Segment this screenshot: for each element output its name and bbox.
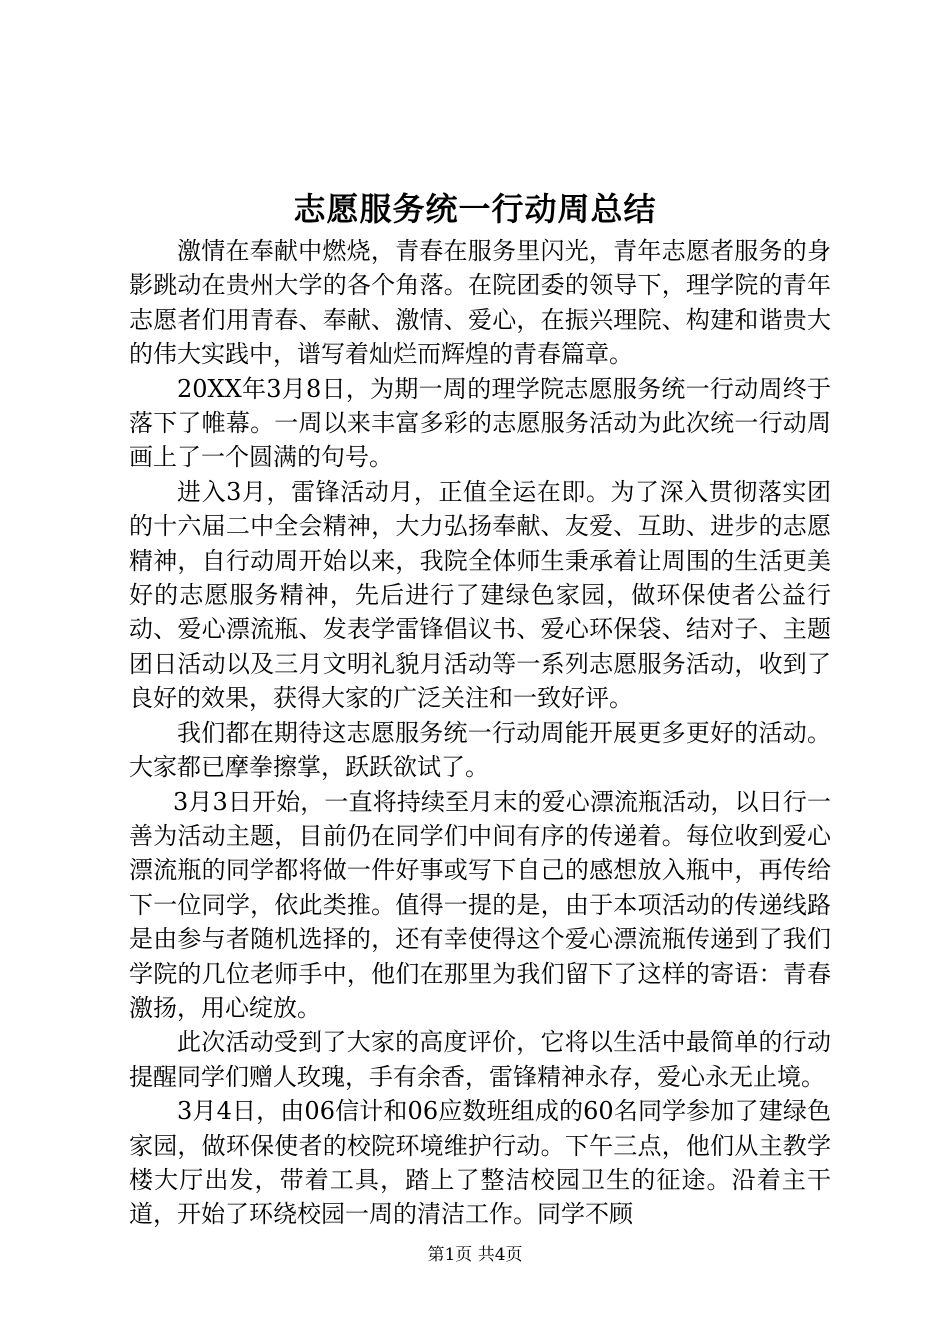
page-number-footer: 第1页 共4页	[427, 1245, 523, 1265]
document-body	[129, 234, 831, 1232]
paragraph: 此次活动受到了大家的高度评价，它将以生活中最简单的行动提醒同学们赠人玫瑰，手有余香，雷锋精神永存，爱心永无止境。	[129, 1028, 831, 1091]
paragraph: 3月3日开始，一直将持续至月末的爱心漂流瓶活动，以日行一善为活动主题，目前仍在同学们中间有序的传递着。每位收到爱心漂流瓶的同学都将做一件好事或写下自己的感想放入瓶中，再传给下一位同学，依此类推。值得一提的是，由于本项活动的传递线路是由参与者随机选择的，还有幸使得这个爱心漂流瓶传递到了我们学院的几位老师手中，他们在那里为我们留下了这样的寄语：青春激扬，用心绽放。	[129, 787, 831, 1022]
paragraph: 进入3月，雷锋活动月，正值全运在即。为了深入贯彻落实团的十六届二中全会精神，大力弘扬奉献、友爱、互助、进步的志愿精神，自行动周开始以来，我院全体师生秉承着让周围的生活更美好的志愿服务精神，先后进行了建绿色家园，做环保使者公益行动、爱心漂流瓶、发表学雷锋倡议书、爱心环保袋、结对子、主题团日活动以及三月文明礼貌月活动等一系列志愿服务活动，收到了良好的效果，获得大家的广泛关注和一致好评。	[129, 477, 831, 713]
document-title: 志愿服务统一行动周总结	[293, 190, 657, 228]
paragraph: 3月4日，由06信计和06应数班组成的60名同学参加了建绿色家园，做环保使者的校院环境维护行动。下午三点，他们从主教学楼大厅出发，带着工具，踏上了整洁校园卫生的征途。沿着主干道，开始了环绕校园一周的清洁工作。同学不顾	[129, 1097, 831, 1229]
paragraph: 20XX年3月8日，为期一周的理学院志愿服务统一行动周终于落下了帷幕。一周以来丰富多彩的志愿服务活动为此次统一行动周画上了一个圆满的句号。	[129, 374, 831, 472]
paragraph: 我们都在期待这志愿服务统一行动周能开展更多更好的活动。大家都已摩拳擦掌，跃跃欲试了。	[129, 718, 831, 782]
paragraph: 激情在奉献中燃烧，青春在服务里闪光，青年志愿者服务的身影跳动在贵州大学的各个角落。在院团委的领导下，理学院的青年志愿者们用青春、奉献、激情、爱心，在振兴理院、构建和谐贵大的伟大实践中，谱写着灿烂而辉煌的青春篇章。	[129, 237, 831, 369]
